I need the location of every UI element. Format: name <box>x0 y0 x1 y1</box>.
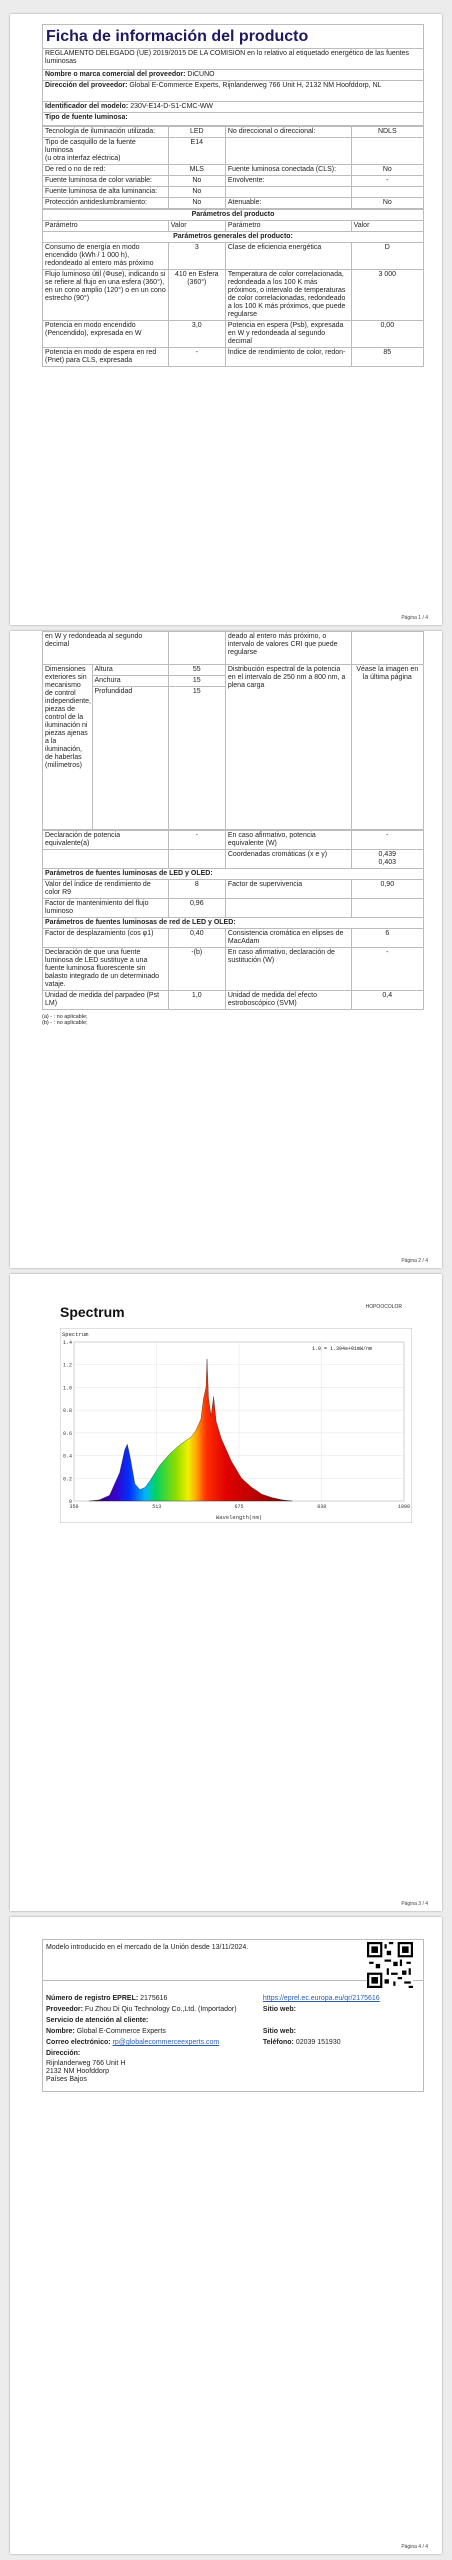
led-row-cell: Valor del índice de rendimiento de color R9 <box>43 880 169 899</box>
website-label-2: Sitio web: <box>262 2028 296 2035</box>
table-cell: Envolvente: <box>225 176 351 187</box>
mains-row-cell: -(b) <box>168 948 225 991</box>
led-row-cell: Factor de mantenimiento del flujo luminoso <box>43 899 169 918</box>
general-row-cell: 0,00 <box>351 321 423 348</box>
table-cell: Atenuable: <box>225 198 351 209</box>
table-cell: Protección antideslumbramiento: <box>43 198 169 209</box>
table-cell: - <box>351 176 423 187</box>
y-tick-label: 0.4 <box>62 1453 72 1460</box>
table-row <box>43 198 424 209</box>
mains-row-cell: 1,0 <box>168 991 225 1010</box>
y-tick-label: 1.4 <box>62 1340 72 1346</box>
table-cell <box>225 187 351 198</box>
supplier-address: Global E-Commerce Experts, Rijnlanderweg 766 Unit H, 2132 NM Hoofddorp, NL <box>129 82 382 89</box>
general-row-cell: 3 000 <box>351 270 423 321</box>
col-param-2: Parámetro <box>225 221 351 232</box>
brand-logo: HOPOOCOLOR <box>365 1304 402 1310</box>
table-cell: No <box>168 198 225 209</box>
x-tick-label: 1000 <box>397 1504 411 1510</box>
page-2 <box>10 631 442 1268</box>
page-1-content <box>42 24 424 367</box>
table-cell: MLS <box>168 165 225 176</box>
x-tick-label: 513 <box>152 1504 162 1510</box>
y-tick-label: 0.8 <box>62 1408 72 1415</box>
general-row-cell: Consumo de energía en modo encendido (kWh / 1 000 h), redondeado al entero más próximo <box>43 243 169 270</box>
footnote-b: (b) - : no aplicable; <box>42 1020 88 1026</box>
footnote-a: (a) - : no aplicable; <box>42 1014 88 1020</box>
dim-width-label: Anchura <box>92 676 168 687</box>
general-row-cell: Potencia en modo de espera en red (Pnet) para CLS, expresada <box>43 348 169 367</box>
general-row-cell: Potencia en modo encendido (Pencendido), expresada en W <box>43 321 169 348</box>
page-2-content <box>42 631 424 1026</box>
led-row-cell: 0,96 <box>168 899 225 918</box>
eprel-label: Número de registro EPREL: <box>46 1995 139 2002</box>
address-label: Dirección: <box>46 2050 81 2057</box>
general-row-cell: Potencia en espera (Psb), expresada en W y redondeada al segundo decimal <box>225 321 351 348</box>
model-id: 230V-E14-D-S1-CMC-WW <box>130 103 214 110</box>
table-cell: Tipo de casquillo de la fuente luminosa (u otra interfaz eléctrica) <box>43 138 169 165</box>
mains-row-cell: Unidad de medida del efecto estroboscópico (SVM) <box>225 991 351 1010</box>
table-cell: No <box>351 198 423 209</box>
supplier-name-label: Nombre o marca comercial del proveedor: <box>45 71 186 78</box>
led-row-cell: 8 <box>168 880 225 899</box>
model-label: Identificador del modelo: <box>45 103 129 110</box>
name-value: Global E-Commerce Experts <box>76 2028 166 2035</box>
table-row <box>43 831 424 850</box>
address-line: Rijnlanderweg 766 Unit H <box>46 2060 126 2067</box>
cont-cell: deado al entero más próximo, o intervalo de valores CRI que puede regularse <box>225 632 351 665</box>
general-row <box>43 348 424 367</box>
phone-value: 02039 151930 <box>295 2039 341 2046</box>
general-row <box>43 243 424 270</box>
header-table <box>42 48 424 126</box>
supplier-address-label: Dirección del proveedor: <box>45 82 128 89</box>
table-cell: No <box>168 187 225 198</box>
website-label: Sitio web: <box>262 2006 296 2013</box>
spectrum-chart <box>60 1328 412 1523</box>
table-cell: No <box>351 165 423 176</box>
address-line: Países Bajos <box>46 2076 87 2083</box>
table-row-cell: - <box>351 831 423 850</box>
supplier-value: Fu Zhou Di Qiu Technology Co.,Ltd. (Importador) <box>84 2006 237 2013</box>
y-tick-label: 1.0 <box>62 1385 72 1392</box>
table-cell: Fuente luminosa conectada (CLS): <box>225 165 351 176</box>
params-table <box>42 209 424 367</box>
general-row-cell: Flujo luminoso útil (Φuse), indicando si se refiere al flujo en una esfera (360°), en un cono amplio (120°) o en un cono estrecho (90°) <box>43 270 169 321</box>
led-row <box>43 899 424 918</box>
y-tick-label: 1.2 <box>62 1362 72 1369</box>
params-title: Parámetros del producto <box>43 210 424 221</box>
table-row-cell: En caso afirmativo, potencia equivalente (W) <box>225 831 351 850</box>
service-label: Servicio de atención al cliente: <box>46 2017 149 2024</box>
cont-cell <box>351 632 423 665</box>
page-number: Página 2 / 4 <box>401 1258 428 1264</box>
table-cell: Fuente luminosa de alta luminancia: <box>43 187 169 198</box>
general-params-title: Parámetros generales del producto: <box>43 232 424 243</box>
spectral-value: Véase la imagen en la última página <box>351 665 423 830</box>
page-number: Página 4 / 4 <box>401 2544 428 2550</box>
mains-params-title: Parámetros de fuentes luminosas de red de LED y OLED: <box>43 918 424 929</box>
table-cell: LED <box>168 127 225 138</box>
general-row-cell: 85 <box>351 348 423 367</box>
dim-width-value: 15 <box>168 676 225 687</box>
email-label: Correo electrónico: <box>46 2039 111 2046</box>
table-cell: De red o no de red: <box>43 165 169 176</box>
mains-row-cell: 0,40 <box>168 929 225 948</box>
led-row <box>43 880 424 899</box>
model-intro-box <box>42 1939 424 1981</box>
dim-depth-label: Profundidad <box>92 687 168 830</box>
table-row-cell: Declaración de potencia equivalente(a) <box>43 831 169 850</box>
light-type-title: Tipo de fuente luminosa: <box>43 113 424 126</box>
dim-height-value: 55 <box>168 665 225 676</box>
table-row-cell: Coordenadas cromáticas (x e y) <box>225 850 351 869</box>
table-row-cell <box>168 850 225 869</box>
eprel-value: 2175616 <box>140 1995 168 2002</box>
x-tick-label: 675 <box>234 1504 244 1510</box>
chart-label: Spectrum <box>62 1331 89 1338</box>
contact-box <box>42 1981 424 2092</box>
table-row <box>43 176 424 187</box>
dim-height-label: Altura <box>92 665 168 676</box>
supplier-label: Proveedor: <box>46 2006 83 2013</box>
name-label: Nombre: <box>46 2028 75 2035</box>
x-tick-label: 350 <box>69 1504 79 1510</box>
mains-row-cell: En caso afirmativo, declaración de sustitución (W) <box>225 948 351 991</box>
email-link[interactable]: rp@globalecommerceexperts.com <box>112 2039 220 2046</box>
table-row <box>43 127 424 138</box>
led-row-cell <box>225 899 351 918</box>
general-row <box>43 321 424 348</box>
general-row-cell: Temperatura de color correlacionada, redondeada a los 100 K más próximos, o intervalo de temperaturas de color correlacionadas, redondeado a los 100 K más próximos, que puede regularse <box>225 270 351 321</box>
x-axis-label: Wavelength(nm) <box>215 1514 263 1521</box>
mains-row-cell: Factor de desplazamiento (cos φ1) <box>43 929 169 948</box>
mains-row-cell: 6 <box>351 929 423 948</box>
table-row <box>43 665 424 676</box>
eprel-link[interactable]: https://eprel.ec.europa.eu/qr/2175616 <box>262 1995 380 2002</box>
address-block <box>43 2059 423 2085</box>
page-4 <box>10 1917 442 2554</box>
table-row-cell: 0,439 0,403 <box>351 850 423 869</box>
mains-row <box>43 991 424 1010</box>
general-row-cell: Clase de eficiencia energética <box>225 243 351 270</box>
table-row-cell <box>43 850 169 869</box>
mains-row <box>43 948 424 991</box>
mains-row-cell: 0,4 <box>351 991 423 1010</box>
cont-cell: en W y redondeada al segundo decimal <box>43 632 169 665</box>
table-cell <box>225 138 351 165</box>
table-cell <box>351 138 423 165</box>
general-row-cell: 3 <box>168 243 225 270</box>
table-cell: No <box>168 176 225 187</box>
chart-legend: 1.0 = 1.394e+01mW/nm <box>311 1346 372 1352</box>
table-cell <box>351 187 423 198</box>
spectral-label: Distribución espectral de la potencia en el intervalo de 250 nm a 800 nm, a plena carga <box>225 665 351 830</box>
general-row-cell: 410 en Esfera (360°) <box>168 270 225 321</box>
table-row <box>43 165 424 176</box>
qr-code-icon <box>367 1942 413 1988</box>
page-1 <box>10 14 442 625</box>
supplier-name: DiCUNO <box>187 71 215 78</box>
params-table-2 <box>42 830 424 1010</box>
y-tick-label: 0.6 <box>62 1430 72 1437</box>
table-row <box>43 632 424 665</box>
phone-label: Teléfono: <box>262 2039 294 2046</box>
model-intro: Modelo introducido en el mercado de la Unión desde 13/11/2024. <box>46 1944 249 1951</box>
table-row <box>43 850 424 869</box>
led-row-cell: Factor de supervivencia <box>225 880 351 899</box>
address-line: 2132 NM Hoofddorp <box>46 2068 110 2075</box>
mains-row-cell: Unidad de medida del parpadeo (Pst LM) <box>43 991 169 1010</box>
general-row-cell: 3,0 <box>168 321 225 348</box>
col-value-1: Valor <box>168 221 225 232</box>
table-cell: Tecnología de iluminación utilizada: <box>43 127 169 138</box>
mains-row-cell: Consistencia cromática en elipses de MacAdam <box>225 929 351 948</box>
led-row-cell: 0,90 <box>351 880 423 899</box>
y-tick-label: 0 <box>68 1499 72 1505</box>
page-title: Ficha de información del producto <box>42 24 424 48</box>
table-cell: E14 <box>168 138 225 165</box>
cont-cell <box>168 632 225 665</box>
col-param-1: Parámetro <box>43 221 169 232</box>
page-number: Página 1 / 4 <box>401 615 428 621</box>
spectrum-title: Spectrum <box>60 1304 125 1320</box>
table-row-cell: - <box>168 831 225 850</box>
light-type-table <box>42 126 424 209</box>
general-row-cell: - <box>168 348 225 367</box>
table-cell: Fuente luminosa de color variable: <box>43 176 169 187</box>
page-4-content <box>42 1939 424 2092</box>
table-cell: No direccional o direccional: <box>225 127 351 138</box>
led-params-title: Parámetros de fuentes luminosas de LED y OLED: <box>43 869 424 880</box>
dimensions-label: Dimensiones exteriores sin mecanismo de control independiente, piezas de control de la iluminación ni piezas ajenas a la iluminación, de haberlas (milímetros) <box>43 665 93 830</box>
general-row-cell: D <box>351 243 423 270</box>
table-cell: NDLS <box>351 127 423 138</box>
mains-row-cell: - <box>351 948 423 991</box>
mains-row-cell: Declaración de que una fuente luminosa de LED sustituye a una fuente luminosa fluorescente sin balasto integrado de un determinado vataje. <box>43 948 169 991</box>
col-value-2: Valor <box>351 221 423 232</box>
y-tick-label: 0.2 <box>62 1476 72 1483</box>
table-row <box>43 187 424 198</box>
x-tick-label: 838 <box>317 1504 327 1510</box>
page-3 <box>10 1274 442 1911</box>
regulation-text: REGLAMENTO DELEGADO (UE) 2019/2015 DE LA COMISIÓN en lo relativo al etiquetado energético de las fuentes luminosas <box>43 49 424 70</box>
led-row-cell <box>351 899 423 918</box>
general-row-cell: Índice de rendimiento de color, redon- <box>225 348 351 367</box>
mains-row <box>43 929 424 948</box>
params-table-continued <box>42 631 424 830</box>
page-number: Página 3 / 4 <box>401 1901 428 1907</box>
table-row <box>43 138 424 165</box>
dim-depth-value: 15 <box>168 687 225 830</box>
general-row <box>43 270 424 321</box>
